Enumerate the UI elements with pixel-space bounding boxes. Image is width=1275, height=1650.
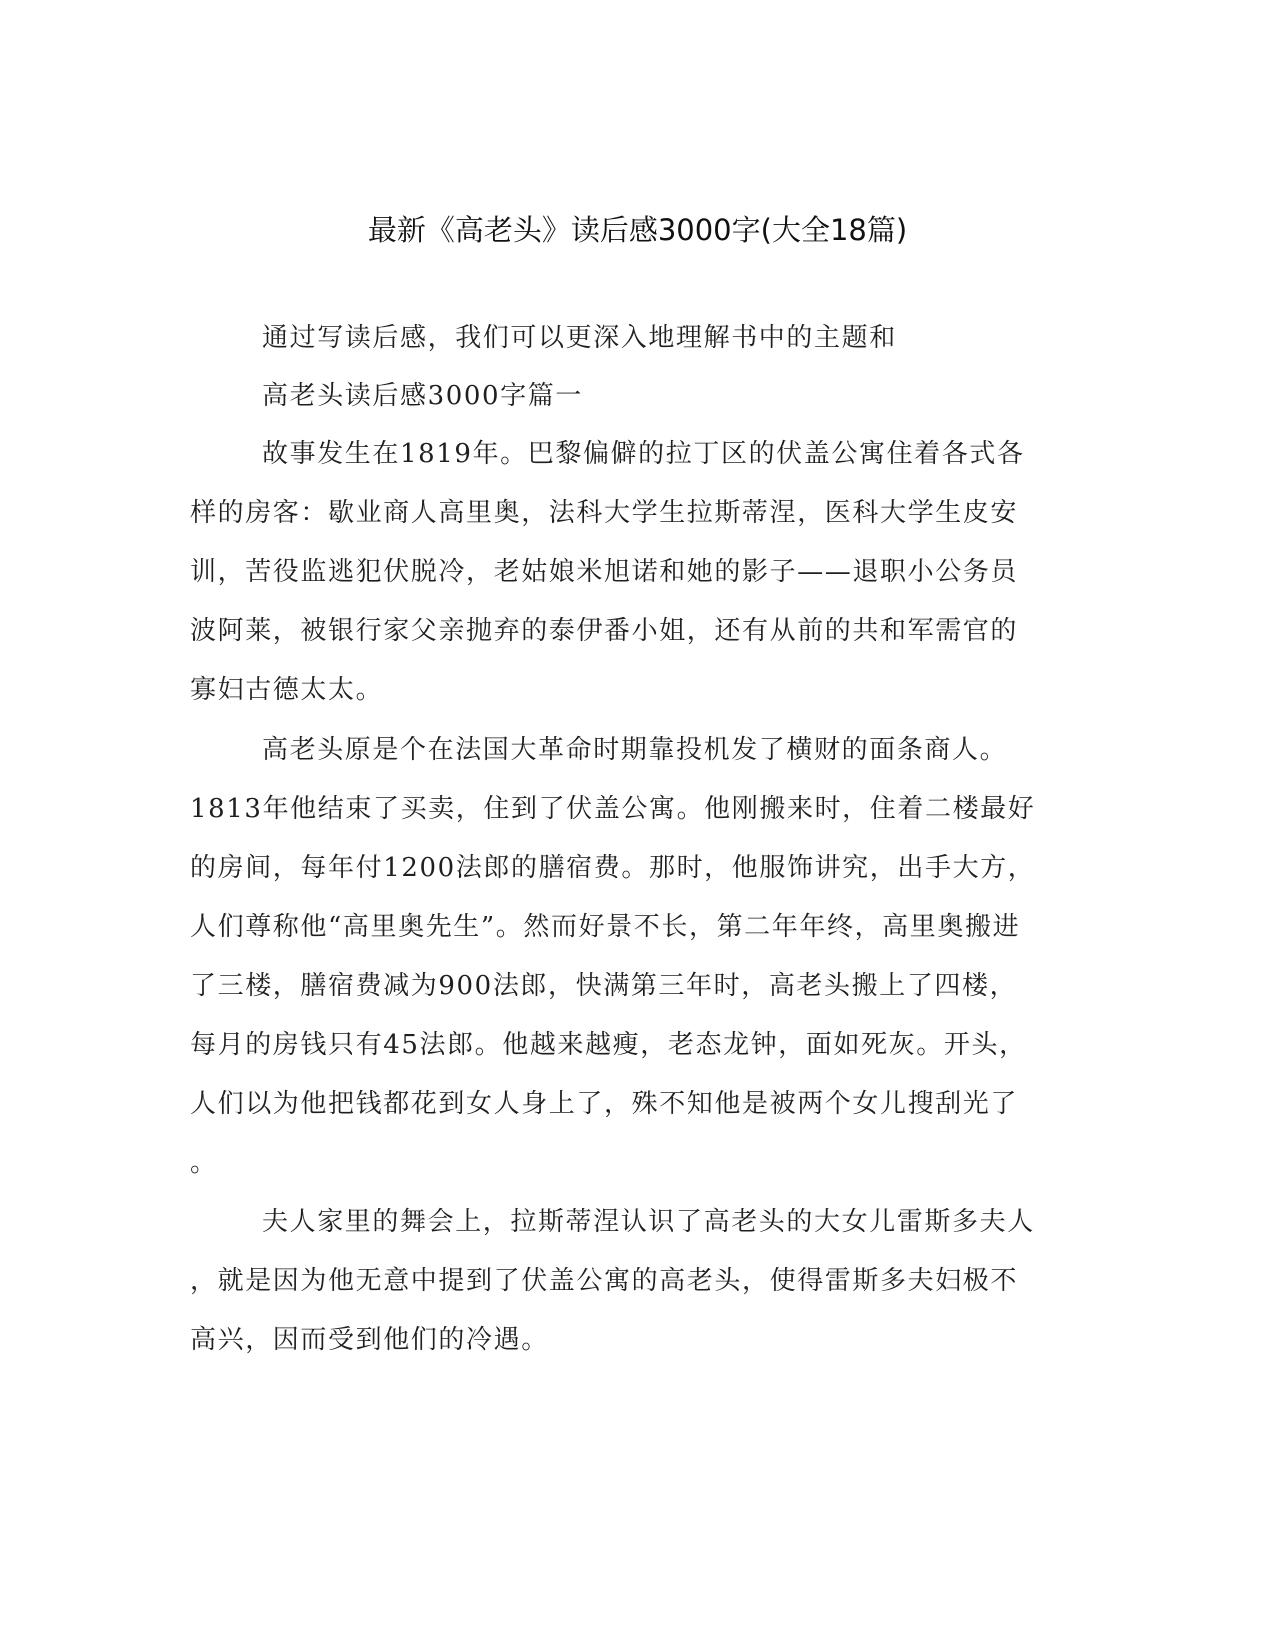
paragraph-line: 样的房客：歇业商人高里奥，法科大学生拉斯蒂涅，医科大学生皮安 [190,498,1019,528]
paragraph-line: 高老头原是个在法国大革命时期靠投机发了横财的面条商人。 [262,735,1008,765]
paragraph-line: 人们尊称他“高里奥先生”。然而好景不长，第二年年终，高里奥搬进 [190,912,1021,942]
paragraph-line: 波阿莱，被银行家父亲抛弃的泰伊番小姐，还有从前的共和军需官的 [190,616,1019,646]
paragraph-line: 夫人家里的舞会上，拉斯蒂涅认识了高老头的大女儿雷斯多夫人 [262,1207,1035,1237]
paragraph-line: 了三楼，膳宿费减为900法郎，快满第三年时，高老头搬上了四楼， [190,971,1018,1001]
paragraph-line: 人们以为他把钱都花到女人身上了，殊不知他是被两个女儿搜刮光了 [190,1089,1019,1119]
paragraph-line: 高兴，因而受到他们的冷遇。 [190,1325,549,1355]
paragraph-line: 每月的房钱只有45法郎。他越来越瘦，老态龙钟，面如死灰。开头， [190,1030,1027,1060]
paragraph-line: 1813年他结束了买卖，住到了伏盖公寓。他刚搬来时，住着二楼最好 [190,794,1036,824]
paragraph-line: 。 [190,1148,218,1178]
paragraph-line: ，就是因为他无意中提到了伏盖公寓的高老头，使得雷斯多夫妇极不 [190,1266,1019,1296]
document-title: 最新《高老头》读后感3000字(大全18篇) [367,213,908,247]
paragraph-line: 训，苦役监逃犯伏脱冷，老姑娘米旭诺和她的影子——退职小公务员 [190,557,1019,587]
paragraph-line: 寡妇古德太太。 [190,675,384,705]
intro-line: 通过写读后感，我们可以更深入地理解书中的主题和 [262,323,897,353]
paragraph-line: 的房间，每年付1200法郎的膳宿费。那时，他服饰讲究，出手大方， [190,853,1036,883]
section-heading: 高老头读后感3000字篇一 [262,381,583,411]
paragraph-line: 故事发生在1819年。巴黎偏僻的拉丁区的伏盖公寓住着各式各 [262,439,1025,469]
